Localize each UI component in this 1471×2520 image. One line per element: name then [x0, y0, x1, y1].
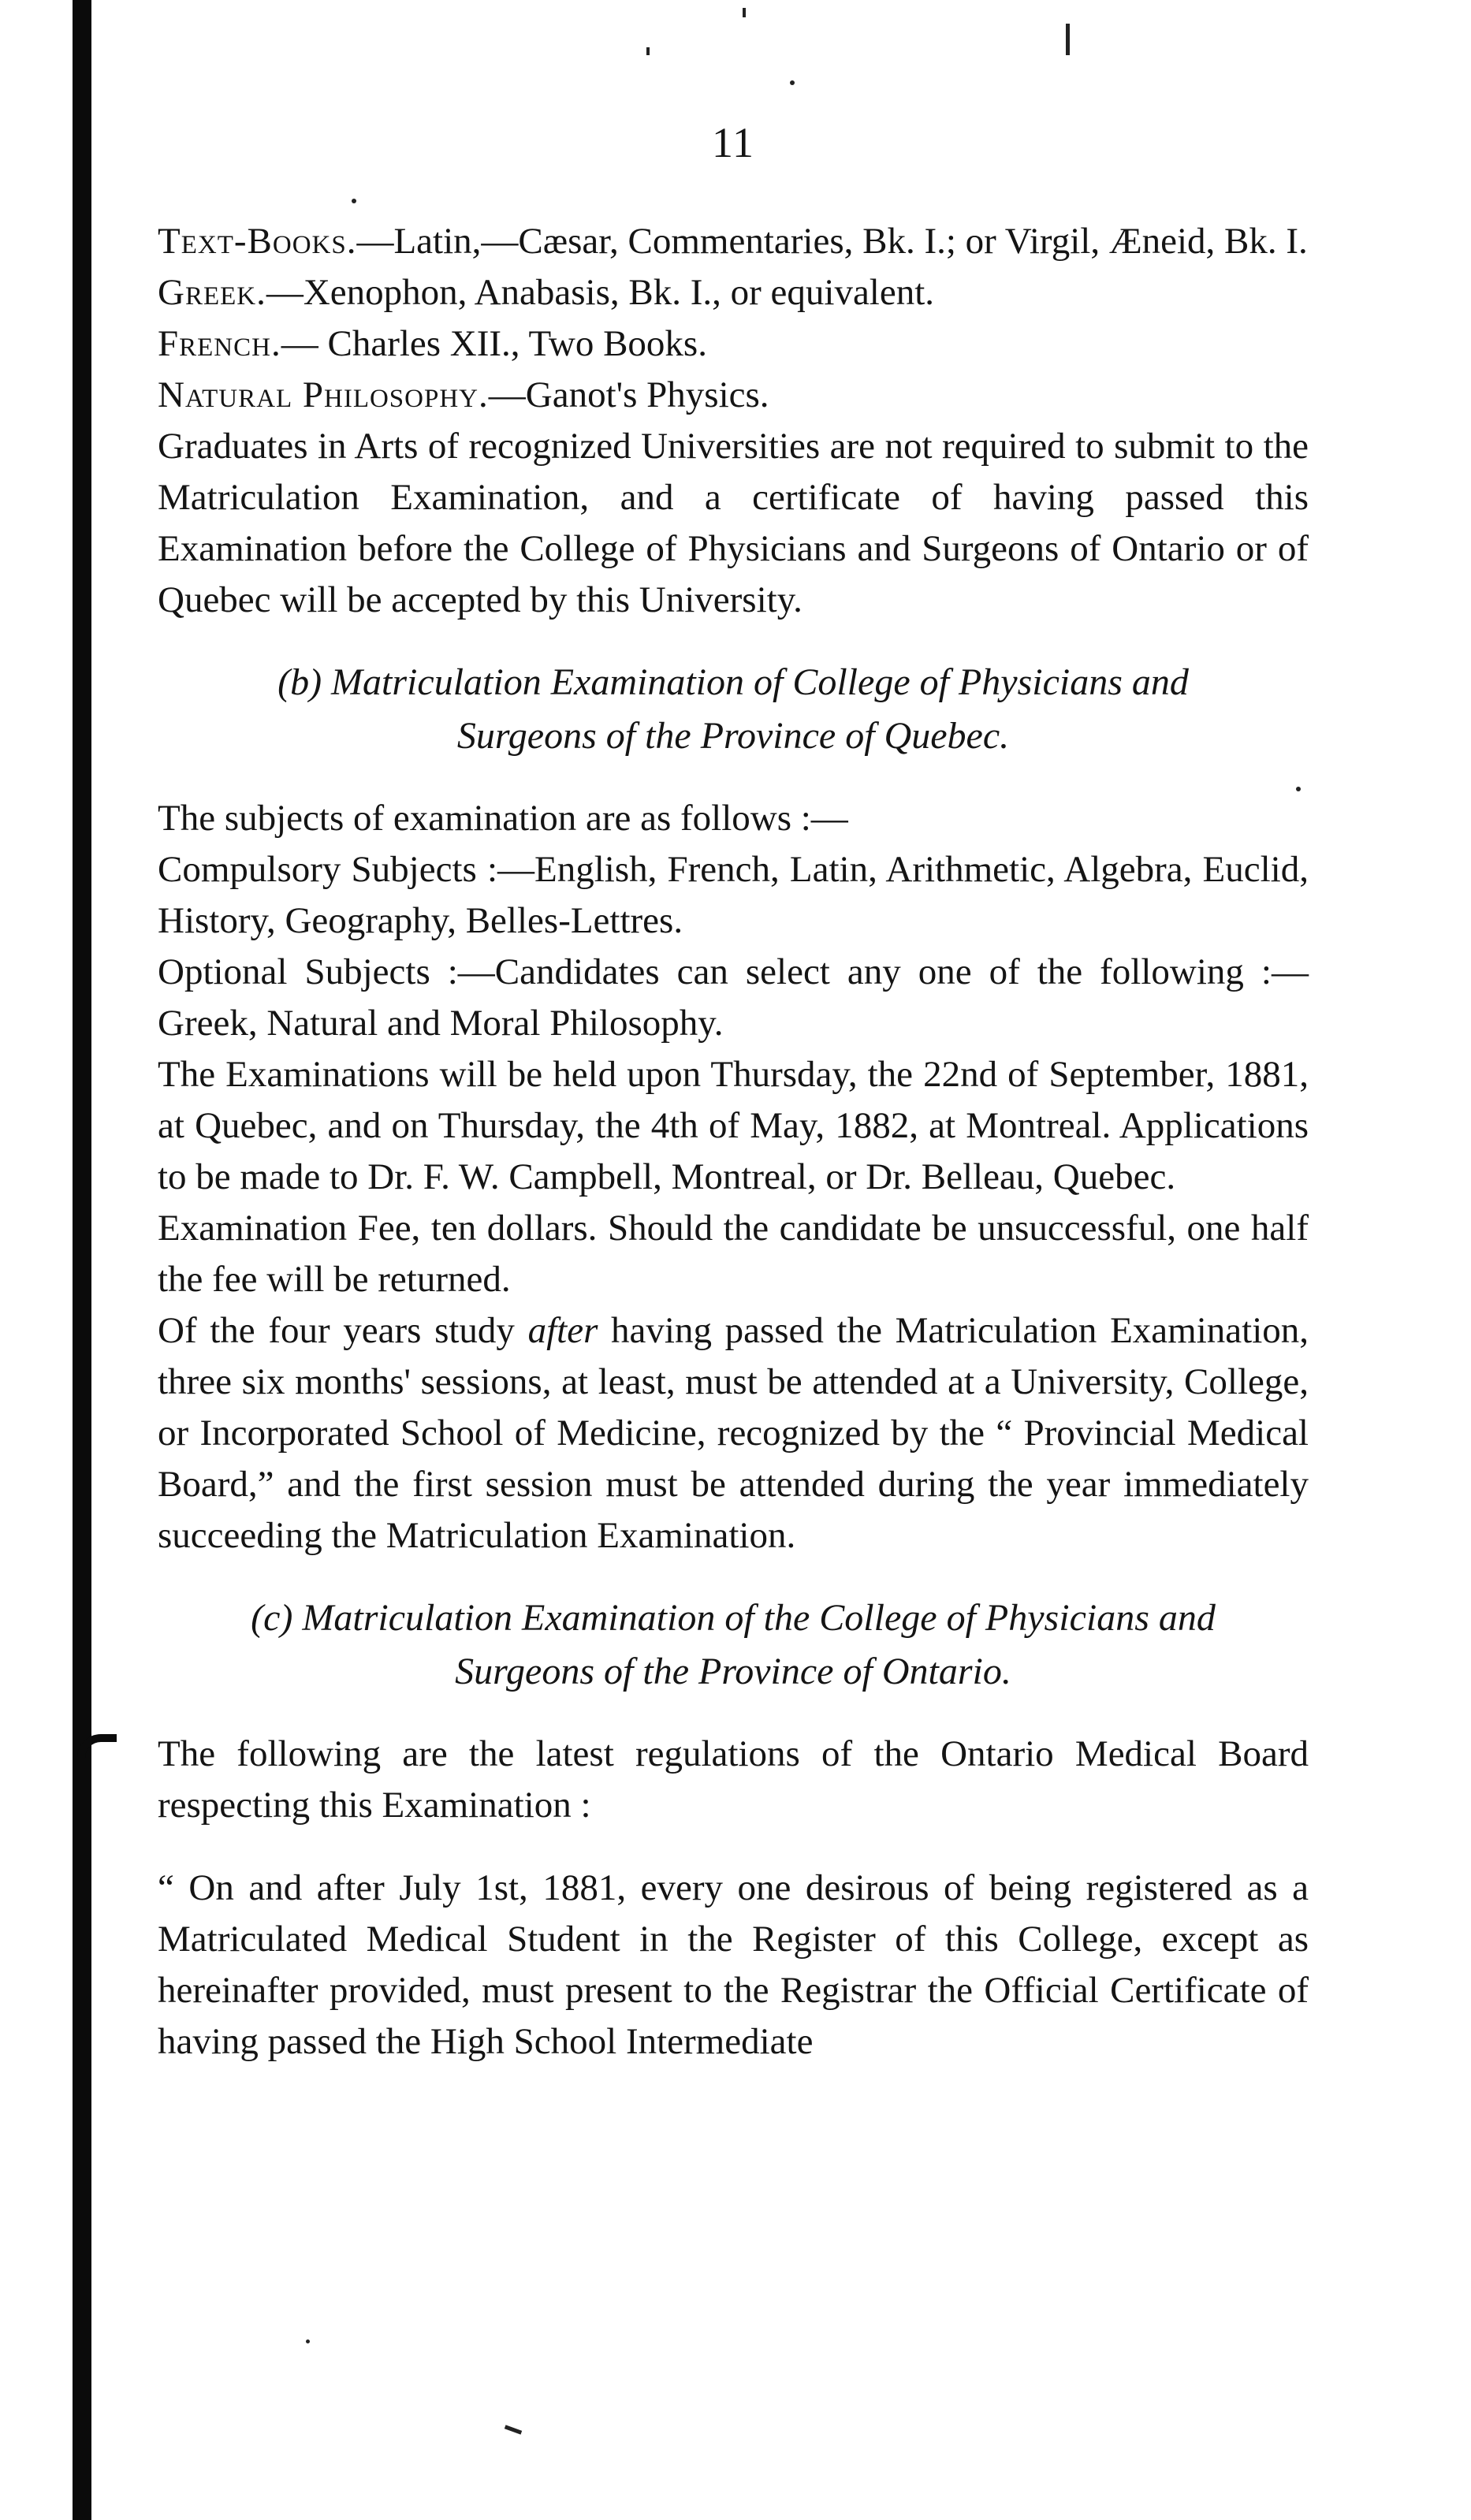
textbooks-latin-text: —Latin,—Cæsar, Commentaries, Bk. I.; or Virgil, Æneid, Bk. I. — [356, 221, 1308, 262]
paragraph-gap — [158, 1831, 1309, 1863]
section-c-heading-line2: Surgeons of the Province of Ontario. — [455, 1651, 1011, 1692]
textbooks-section — [158, 216, 1309, 626]
scan-speck — [646, 47, 650, 55]
section-c-heading — [158, 1591, 1309, 1699]
document-page — [158, 118, 1309, 2068]
section-b-subjects-intro: The subjects of examination are as follows :— — [158, 798, 848, 839]
section-b-compulsory: Compulsory Subjects :—English, French, Latin, Arithmetic, Algebra, Euclid, History, Geography, Belles-Lettres. — [158, 849, 1309, 941]
four-years-emphasis: after — [527, 1310, 598, 1351]
natural-philosophy-text: —Ganot's Physics. — [488, 374, 769, 415]
binding-strip — [73, 0, 91, 2520]
graduates-paragraph: Graduates in Arts of recognized Universities are not required to submit to the Matriculation Examination, and a certificate of having passed this Examination before the College of Physicians and Surgeons of Ontario or of Quebec will be accepted by this University. — [158, 426, 1309, 620]
textbooks-label: Text-Books. — [158, 221, 357, 262]
section-b-optional: Optional Subjects :—Candidates can select any one of the following :—Greek, Natural and Moral Philosophy. — [158, 951, 1309, 1044]
greek-label: Greek. — [158, 272, 266, 313]
section-b-heading — [158, 656, 1309, 763]
scan-speck — [743, 8, 746, 17]
greek-text: —Xenophon, Anabasis, Bk. I., or equivalent. — [266, 272, 935, 313]
section-c-heading-line1: (c) Matriculation Examination of the College of Physicians and — [251, 1597, 1216, 1639]
scan-speck — [306, 2339, 310, 2343]
natural-philosophy-label: Natural Philosophy. — [158, 374, 489, 415]
textbooks-french — [158, 318, 1309, 370]
section-c-intro: The following are the latest regulations of the Ontario Medical Board respecting this Examination : — [158, 1733, 1309, 1826]
textbooks-latin — [158, 216, 1309, 267]
section-b-dates: The Examinations will be held upon Thursday, the 22nd of September, 1881, at Quebec, and on Thursday, the 4th of May, 1882, at Montreal. Applications to be made to Dr. F. W. Campbell, Montreal, or Dr. Belleau, Quebec. — [158, 1054, 1309, 1197]
section-b-body — [158, 793, 1309, 1562]
scan-speck — [1066, 24, 1070, 55]
scan-speck — [505, 2425, 522, 2434]
four-years-before: Of the four years study — [158, 1310, 528, 1351]
section-b-fee: Examination Fee, ten dollars. Should the candidate be unsuccessful, one half the fee will be returned. — [158, 1208, 1309, 1300]
four-years-after: having passed the Matriculation Examination, three six months' sessions, at least, must be attended at a University, College, or Incorporated School of Medicine, recognized by the “ Provincial Medical Board,” and the first session must be attended during the year immediately succeeding the Matriculation Examination. — [158, 1310, 1309, 1556]
section-c-body — [158, 1729, 1309, 2068]
section-b-four-years — [158, 1305, 1309, 1562]
section-b-heading-line2: Surgeons of the Province of Quebec. — [456, 715, 1010, 757]
french-text: — Charles XII., Two Books. — [281, 323, 707, 364]
page-number: 11 — [712, 119, 754, 166]
textbooks-natural-philosophy — [158, 370, 1309, 421]
french-label: French. — [158, 323, 281, 364]
section-c-quote: “ On and after July 1st, 1881, every one desirous of being registered as a Matriculated Medical Student in the Register of this College, except as hereinafter provided, must present to the Registrar the Official Certificate of having passed the High School Intermediate — [158, 1867, 1309, 2062]
binding-notch — [77, 1734, 117, 1789]
scan-speck — [790, 80, 795, 85]
section-b-heading-line1: (b) Matriculation Examination of College of Physicians and — [277, 661, 1189, 703]
textbooks-greek — [158, 267, 1309, 318]
